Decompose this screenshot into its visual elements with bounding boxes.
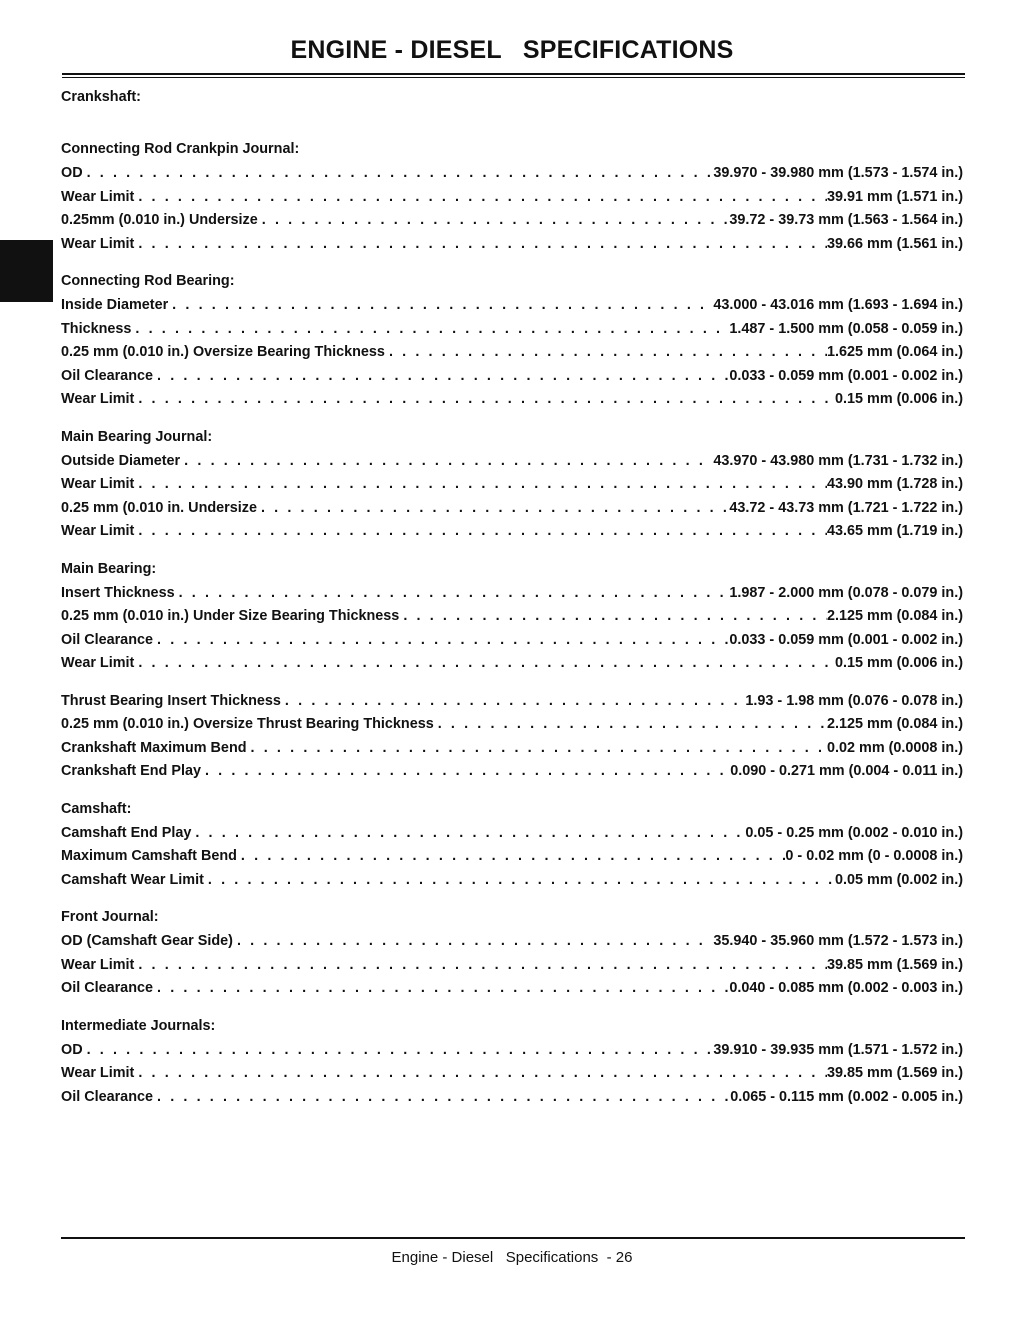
spec-label: Inside Diameter	[61, 297, 169, 313]
spec-value: 0.15 mm (0.006 in.)	[835, 391, 963, 407]
spec-value: 0 - 0.02 mm (0 - 0.0008 in.)	[785, 848, 963, 864]
spec-value: 1.93 - 1.98 mm (0.076 - 0.078 in.)	[745, 692, 963, 709]
section-heading: Camshaft:	[61, 800, 132, 817]
dot-leader	[134, 1065, 827, 1082]
spec-label: Wear Limit	[61, 1065, 135, 1081]
dot-leader	[237, 848, 786, 865]
section-heading: Main Bearing Journal:	[61, 428, 213, 445]
dot-leader	[134, 391, 835, 408]
spec-section	[61, 273, 963, 415]
spec-value: 2.125 mm (0.084 in.)	[827, 608, 963, 624]
spec-row	[61, 872, 963, 896]
spec-label: Oil Clearance	[61, 367, 153, 384]
header-rule	[62, 73, 965, 75]
spec-value: 0.033 - 0.059 mm (0.001 - 0.002 in.)	[729, 631, 963, 648]
dot-leader	[134, 189, 827, 206]
spec-value: 43.970 - 43.980 mm (1.731 - 1.732 in.)	[713, 452, 963, 469]
page-footer: Engine - Diesel Specifications - 26	[391, 1249, 633, 1266]
spec-label: Oil Clearance	[61, 980, 153, 996]
spec-value: 0.02 mm (0.0008 in.)	[827, 739, 963, 756]
dot-leader	[168, 297, 713, 314]
spec-label: Wear Limit	[61, 235, 135, 252]
dot-leader	[134, 236, 827, 253]
spec-value: 39.910 - 39.935 mm (1.571 - 1.572 in.)	[713, 1041, 963, 1058]
spec-row	[61, 523, 963, 547]
spec-row	[61, 933, 963, 957]
spec-value: 2.125 mm (0.084 in.)	[827, 716, 963, 732]
dot-leader	[153, 980, 729, 997]
dot-leader	[191, 825, 745, 842]
spec-section	[61, 693, 963, 787]
spec-value: 1.987 - 2.000 mm (0.078 - 0.079 in.)	[729, 584, 963, 601]
spec-label: Crankshaft End Play	[61, 763, 201, 779]
spec-value: 39.970 - 39.980 mm (1.573 - 1.574 in.)	[713, 165, 963, 181]
spec-row	[61, 500, 963, 524]
section-heading: Crankshaft:	[61, 89, 141, 105]
dot-leader	[204, 872, 835, 889]
header-rule-thin	[62, 77, 965, 78]
spec-value: 43.72 - 43.73 mm (1.721 - 1.722 in.)	[729, 499, 963, 516]
spec-label: 0.25mm (0.010 in.) Undersize	[61, 212, 258, 228]
dot-leader	[153, 632, 729, 649]
spec-label: Insert Thickness	[61, 584, 175, 601]
spec-label: 0.25 mm (0.010 in.) Oversize Thrust Bearing Thickness	[61, 716, 434, 732]
spec-row	[61, 189, 963, 213]
dot-leader	[201, 763, 730, 780]
spec-row	[61, 655, 963, 679]
dot-leader	[83, 1042, 714, 1059]
spec-label: OD (Camshaft Gear Side)	[61, 933, 233, 949]
spec-row	[61, 585, 963, 609]
spec-value: 0.040 - 0.085 mm (0.002 - 0.003 in.)	[729, 980, 963, 996]
spec-label: 0.25 mm (0.010 in.) Under Size Bearing Thickness	[61, 608, 400, 624]
spec-section	[61, 89, 963, 127]
spec-value: 0.033 - 0.059 mm (0.001 - 0.002 in.)	[729, 367, 963, 384]
spec-value: 39.66 mm (1.561 in.)	[827, 235, 963, 252]
dot-leader	[83, 165, 714, 182]
spec-value: 43.65 mm (1.719 in.)	[827, 523, 963, 539]
dot-leader	[134, 476, 827, 493]
spec-section	[61, 429, 963, 547]
spec-row	[61, 321, 963, 345]
spec-row	[61, 453, 963, 477]
dot-leader	[134, 523, 827, 540]
dot-leader	[233, 933, 713, 950]
spec-value: 35.940 - 35.960 mm (1.572 - 1.573 in.)	[713, 933, 963, 949]
section-heading: Intermediate Journals:	[61, 1017, 216, 1034]
section-heading: Connecting Rod Crankpin Journal:	[61, 141, 300, 157]
spec-label: Thickness	[61, 320, 132, 337]
spec-row	[61, 740, 963, 764]
dot-leader	[257, 500, 729, 517]
spec-value: 39.85 mm (1.569 in.)	[827, 956, 963, 973]
spec-value: 1.487 - 1.500 mm (0.058 - 0.059 in.)	[729, 320, 963, 337]
spec-value: 43.90 mm (1.728 in.)	[827, 476, 963, 492]
spec-label: Wear Limit	[61, 476, 135, 492]
spec-row	[61, 848, 963, 872]
spec-row	[61, 368, 963, 392]
dot-leader	[434, 716, 827, 733]
spec-value: 0.05 - 0.25 mm (0.002 - 0.010 in.)	[745, 824, 963, 841]
section-heading: Connecting Rod Bearing:	[61, 273, 235, 289]
spec-row	[61, 165, 963, 189]
spec-label: OD	[61, 165, 83, 181]
dot-leader	[247, 740, 827, 757]
spec-row	[61, 957, 963, 981]
spec-value: 0.15 mm (0.006 in.)	[835, 655, 963, 671]
page-title: ENGINE - DIESEL SPECIFICATIONS	[290, 36, 734, 64]
spec-label: Camshaft Wear Limit	[61, 871, 204, 888]
spec-label: Wear Limit	[61, 523, 135, 539]
spec-section	[61, 1018, 963, 1113]
spec-row	[61, 476, 963, 500]
spec-row	[61, 693, 963, 717]
spec-section	[61, 909, 963, 1004]
spec-label: Crankshaft Maximum Bend	[61, 739, 247, 756]
spec-label: Oil Clearance	[61, 631, 153, 648]
spec-label: Oil Clearance	[61, 1088, 153, 1105]
spec-value: 39.72 - 39.73 mm (1.563 - 1.564 in.)	[729, 212, 963, 228]
spec-label: Camshaft End Play	[61, 824, 192, 841]
spec-row	[61, 212, 963, 236]
spec-section	[61, 561, 963, 679]
section-heading: Front Journal:	[61, 909, 159, 925]
dot-leader	[399, 608, 827, 625]
spec-row	[61, 1089, 963, 1113]
spec-value: 0.065 - 0.115 mm (0.002 - 0.005 in.)	[730, 1088, 963, 1105]
dot-leader	[175, 585, 730, 602]
dot-leader	[258, 212, 730, 229]
section-tab-marker	[0, 240, 53, 302]
spec-label: 0.25 mm (0.010 in.) Oversize Bearing Thickness	[61, 344, 385, 360]
spec-row	[61, 632, 963, 656]
spec-label: Maximum Camshaft Bend	[61, 848, 237, 864]
spec-label: Wear Limit	[61, 956, 135, 973]
dot-leader	[153, 1089, 730, 1106]
spec-row	[61, 344, 963, 368]
spec-value: 43.000 - 43.016 mm (1.693 - 1.694 in.)	[713, 297, 963, 313]
spec-label: OD	[61, 1041, 83, 1058]
spec-row	[61, 716, 963, 740]
spec-row	[61, 391, 963, 415]
spec-label: 0.25 mm (0.010 in. Undersize	[61, 499, 257, 516]
spec-row	[61, 980, 963, 1004]
spec-value: 0.090 - 0.271 mm (0.004 - 0.011 in.)	[730, 763, 963, 779]
spec-row	[61, 297, 963, 321]
dot-leader	[131, 321, 729, 338]
spec-label: Wear Limit	[61, 188, 135, 205]
spec-row	[61, 825, 963, 849]
spec-row	[61, 1042, 963, 1066]
spec-label: Outside Diameter	[61, 452, 181, 469]
spec-row	[61, 236, 963, 260]
spec-value: 39.85 mm (1.569 in.)	[827, 1065, 963, 1081]
footer-rule	[61, 1237, 965, 1239]
spec-label: Thrust Bearing Insert Thickness	[61, 692, 281, 709]
dot-leader	[385, 344, 827, 361]
spec-row	[61, 1065, 963, 1089]
spec-row	[61, 763, 963, 787]
dot-leader	[153, 368, 729, 385]
dot-leader	[134, 655, 835, 672]
dot-leader	[281, 693, 746, 710]
spec-section	[61, 801, 963, 896]
dot-leader	[134, 957, 827, 974]
spec-content	[61, 89, 963, 1126]
section-heading: Main Bearing:	[61, 560, 157, 577]
spec-label: Wear Limit	[61, 655, 135, 671]
spec-value: 39.91 mm (1.571 in.)	[827, 188, 963, 205]
spec-section	[61, 141, 963, 259]
spec-value: 1.625 mm (0.064 in.)	[827, 344, 963, 360]
spec-value: 0.05 mm (0.002 in.)	[835, 871, 963, 888]
dot-leader	[180, 453, 713, 470]
spec-label: Wear Limit	[61, 391, 135, 407]
spec-row	[61, 608, 963, 632]
